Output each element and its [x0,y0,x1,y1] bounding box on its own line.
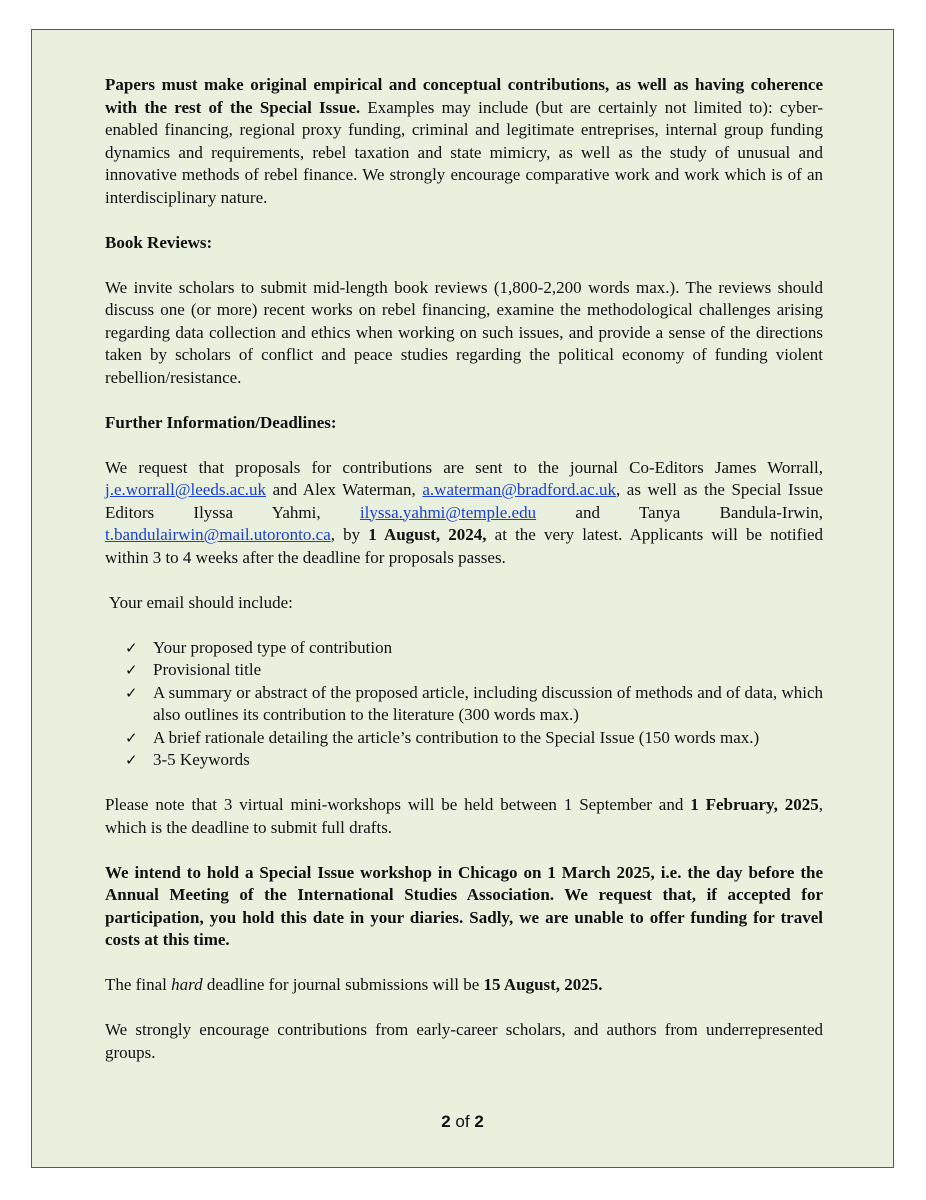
list-item-text: A summary or abstract of the proposed article, including discussion of methods and of data, which also outlines its contribution to the literature (300 words max.) [153,682,823,724]
page-number-of: of [455,1112,470,1131]
email-include-intro: Your email should include: [109,592,293,612]
checkmark-icon: ✓ [125,751,138,769]
further-info-heading-text: Further Information/Deadlines: [105,412,337,432]
workshops-paragraph [105,794,823,839]
further-text-5: , by [330,525,369,544]
email-link-bandula-irwin[interactable]: t.bandulairwin@mail.utoronto.ca [105,525,331,544]
list-item [105,749,823,772]
book-reviews-heading [105,232,823,255]
further-text-6: at the very latest. Applicants will be notified within 3 to 4 weeks after the deadline for proposals passes. [105,525,824,567]
email-include-list [105,637,823,772]
intro-text: Examples may include (but are certainly not limited to): cyber-enabled financing, regional proxy funding, criminal and legitimate entreprises, internal group funding dynamics and requirements, rebel taxation and state mimicry, as well as the study of unusual and innovative methods of rebel finance. We strongly encourage comparative work and work which is of an interdisciplinary nature. [105,97,823,207]
final-text-1: The final [105,975,172,994]
checkmark-icon: ✓ [125,683,138,702]
proposal-deadline: 1 August, 2024, [368,525,487,544]
final-hard-emphasis: hard [171,975,203,994]
full-draft-deadline: 1 February, 2025 [690,795,819,814]
email-link-yahmi[interactable]: ilyssa.yahmi@temple.edu [359,502,537,522]
checkmark-icon: ✓ [125,661,138,679]
email-link-worrall[interactable]: j.e.worrall@leeds.ac.uk [105,480,267,499]
final-submission-deadline: 15 August, 2025. [483,975,603,994]
list-item-text: Your proposed type of contribution [153,637,393,657]
list-item [105,637,823,660]
chicago-workshop-paragraph [105,862,823,952]
document-page [31,29,894,1168]
intro-bold: Papers must make original empirical and conceptual contributions, as well as having coherence with the rest of the Special Issue. [105,75,823,117]
book-reviews-heading-text: Book Reviews: [105,232,213,252]
document-body [105,74,823,1087]
list-item-text: A brief rationale detailing the article’s contribution to the Special Issue (150 words max.) [153,727,760,747]
further-info-heading [105,412,823,435]
further-text-4: and Tanya Bandula-Irwin, [536,502,823,522]
further-text-2: and Alex Waterman, [266,480,423,499]
page-number [32,1112,893,1132]
checkmark-icon: ✓ [125,728,138,747]
workshops-text-2: , which is the deadline to submit full drafts. [105,795,823,837]
further-info-paragraph [105,457,823,570]
list-item-text: Provisional title [153,660,262,679]
chicago-workshop-text: We intend to hold a Special Issue workshop in Chicago on 1 March 2025, i.e. the day before the Annual Meeting of the International Studies Association. We request that, if accepted for participation, you hold this date in your diaries. Sadly, we are unable to offer funding for travel costs at this time. [105,862,823,949]
page-number-total: 2 [474,1112,484,1131]
final-deadline-paragraph [105,974,823,997]
final-text-2: deadline for journal submissions will be [202,975,484,994]
workshops-text-1: Please note that 3 virtual mini-workshops will be held between 1 September and [105,795,691,814]
further-text-3: , as well as the Special Issue Editors Ilyssa Yahmi, [105,480,823,522]
list-item [105,682,823,727]
list-item [105,659,823,682]
list-item-text: 3-5 Keywords [153,750,250,769]
encourage-paragraph: We strongly encourage contributions from early-career scholars, and authors from underrepresented groups. [105,1020,823,1062]
book-reviews-paragraph: We invite scholars to submit mid-length book reviews (1,800-2,200 words max.). The reviews should discuss one (or more) recent works on rebel financing, examine the methodological challenges arising regarding data collection and ethics when working on such issues, and provide a sense of the directions taken by scholars of conflict and peace studies regarding the political economy of funding violent rebellion/resistance. [105,277,823,387]
intro-paragraph [105,74,823,209]
page-number-current: 2 [441,1112,451,1131]
further-text-1: We request that proposals for contributions are sent to the journal Co-Editors James Worrall, [105,457,823,477]
list-item [105,727,823,750]
checkmark-icon: ✓ [125,638,138,657]
email-link-waterman[interactable]: a.waterman@bradford.ac.uk [422,480,616,499]
